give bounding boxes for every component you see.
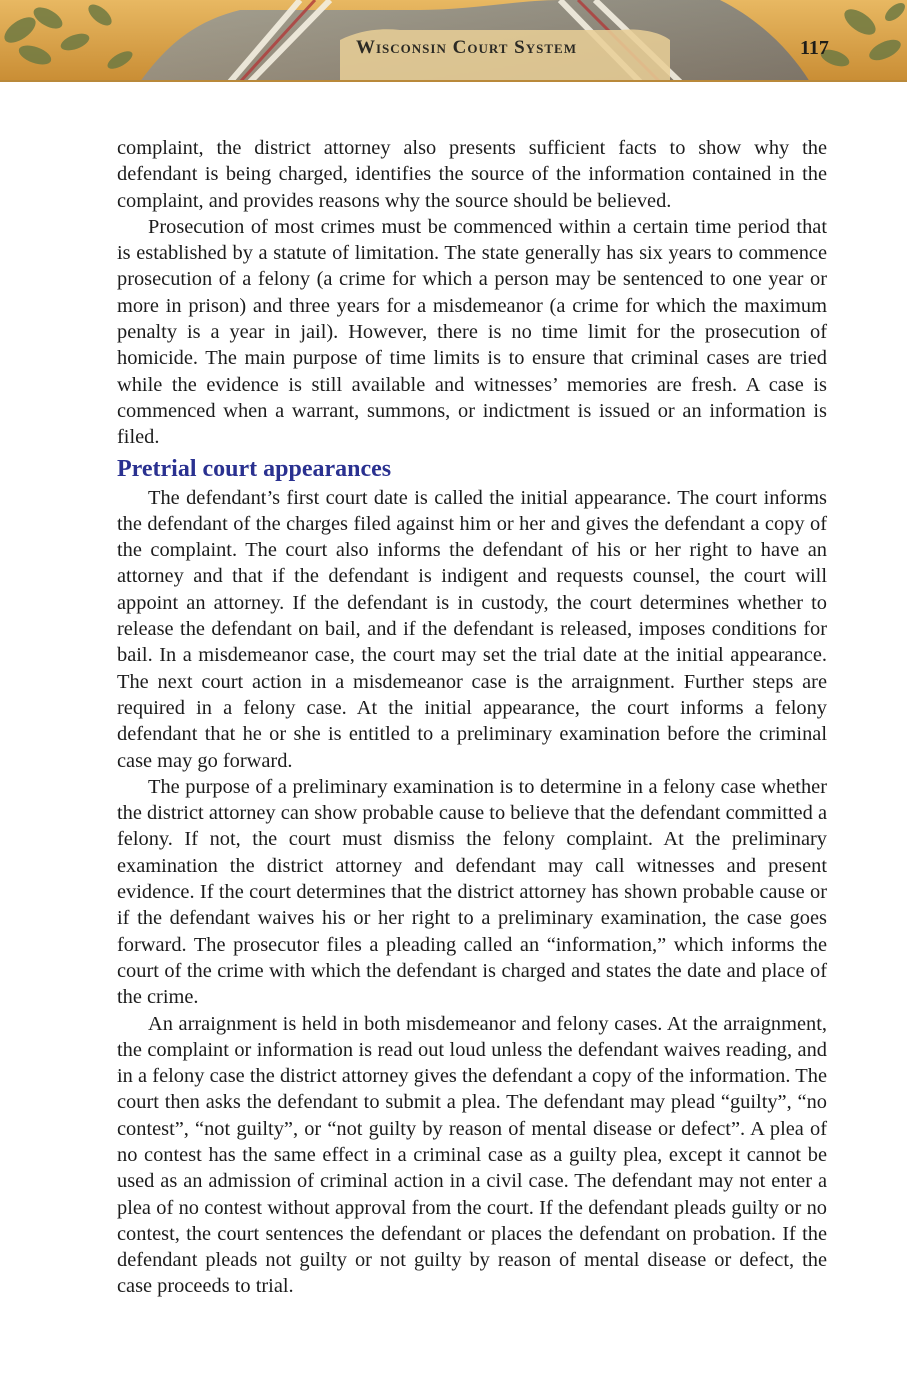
paragraph-initial-appearance: The defendant’s first court date is called the initial appearance. The court informs the defendant of the charges filed against him or her and gives the defendant a copy of the complaint. The court also informs the defendant of his or her right to have an attorney and that if the defendant is indigent and requests counsel, the court will appoint an attorney. If the defendant is in custody, the court determines whether to release the defendant on bail, and if the defendant is released, imposes conditions for bail. In a misdemeanor case, the court may set the trial date at the initial appearance. The next court action in a misdemeanor case is the arraignment. Further steps are required in a felony case. At the initial appearance, the court informs a felony defendant that he or she is entitled to a preliminary examination before the criminal case may go forward.	[117, 486, 827, 772]
paragraph-statute-of-limitation: Prosecution of most crimes must be commenced within a certain time period that is established by a statute of limitation. The state generally has six years to commence prosecution of a felony (a crime for which a person may be sentenced to one year or more in prison) and three years for a misdemeanor (a crime for which the maximum penalty is a year in jail). However, there is no time limit for the prosecution of homicide. The main purpose of time limits is to ensure that criminal cases are tried while the evidence is still available and witnesses’ memories are fresh. A case is commenced when a warrant, summons, or indictment is issued or an information is filed.	[117, 215, 827, 449]
paragraph-preliminary-examination: The purpose of a preliminary examination is to determine in a felony case whether the district attorney can show probable cause to believe that the defendant committed a felony. If not, the court must dismiss the felony complaint. At the preliminary examination the district attorney and defendant may call witnesses and present evidence. If the court determines that the district attorney has shown probable cause or if the defendant waives his or her right to a preliminary examination, the case goes forward. The prosecutor files a pleading called an “information,” which informs the court of the crime with which the defendant is charged and states the date and place of the crime.	[117, 775, 827, 1009]
section-heading-pretrial: Pretrial court appearances	[117, 455, 392, 482]
running-head: Wisconsin Court System	[356, 37, 577, 58]
paragraph-complaint-continued: complaint, the district attorney also presents sufficient facts to show why the defendant is being charged, identifies the source of the information contained in the complaint, and provides reasons why the source should be believed.	[117, 137, 827, 212]
page-number: 117	[800, 37, 829, 59]
page-body	[117, 135, 827, 1300]
paragraph-arraignment: An arraignment is held in both misdemeanor and felony cases. At the arraignment, the complaint or information is read out loud unless the defendant waives reading, and in a felony case the district attorney gives the defendant a copy of the information. The court then asks the defendant to submit a plea. The defendant may plead “guilty”, “no contest”, “not guilty”, or “not guilty by reason of mental disease or defect”. A plea of no contest has the same effect in a criminal case as a guilty plea, except it cannot be used as an admission of criminal action in a civil case. The defendant may not enter a plea of no contest without approval from the court. If the defendant pleads guilty or no contest, the court sentences the defendant or places the defendant on probation. If the defendant pleads not guilty or not guilty by reason of mental disease or defect, the case proceeds to trial.	[117, 1012, 827, 1298]
